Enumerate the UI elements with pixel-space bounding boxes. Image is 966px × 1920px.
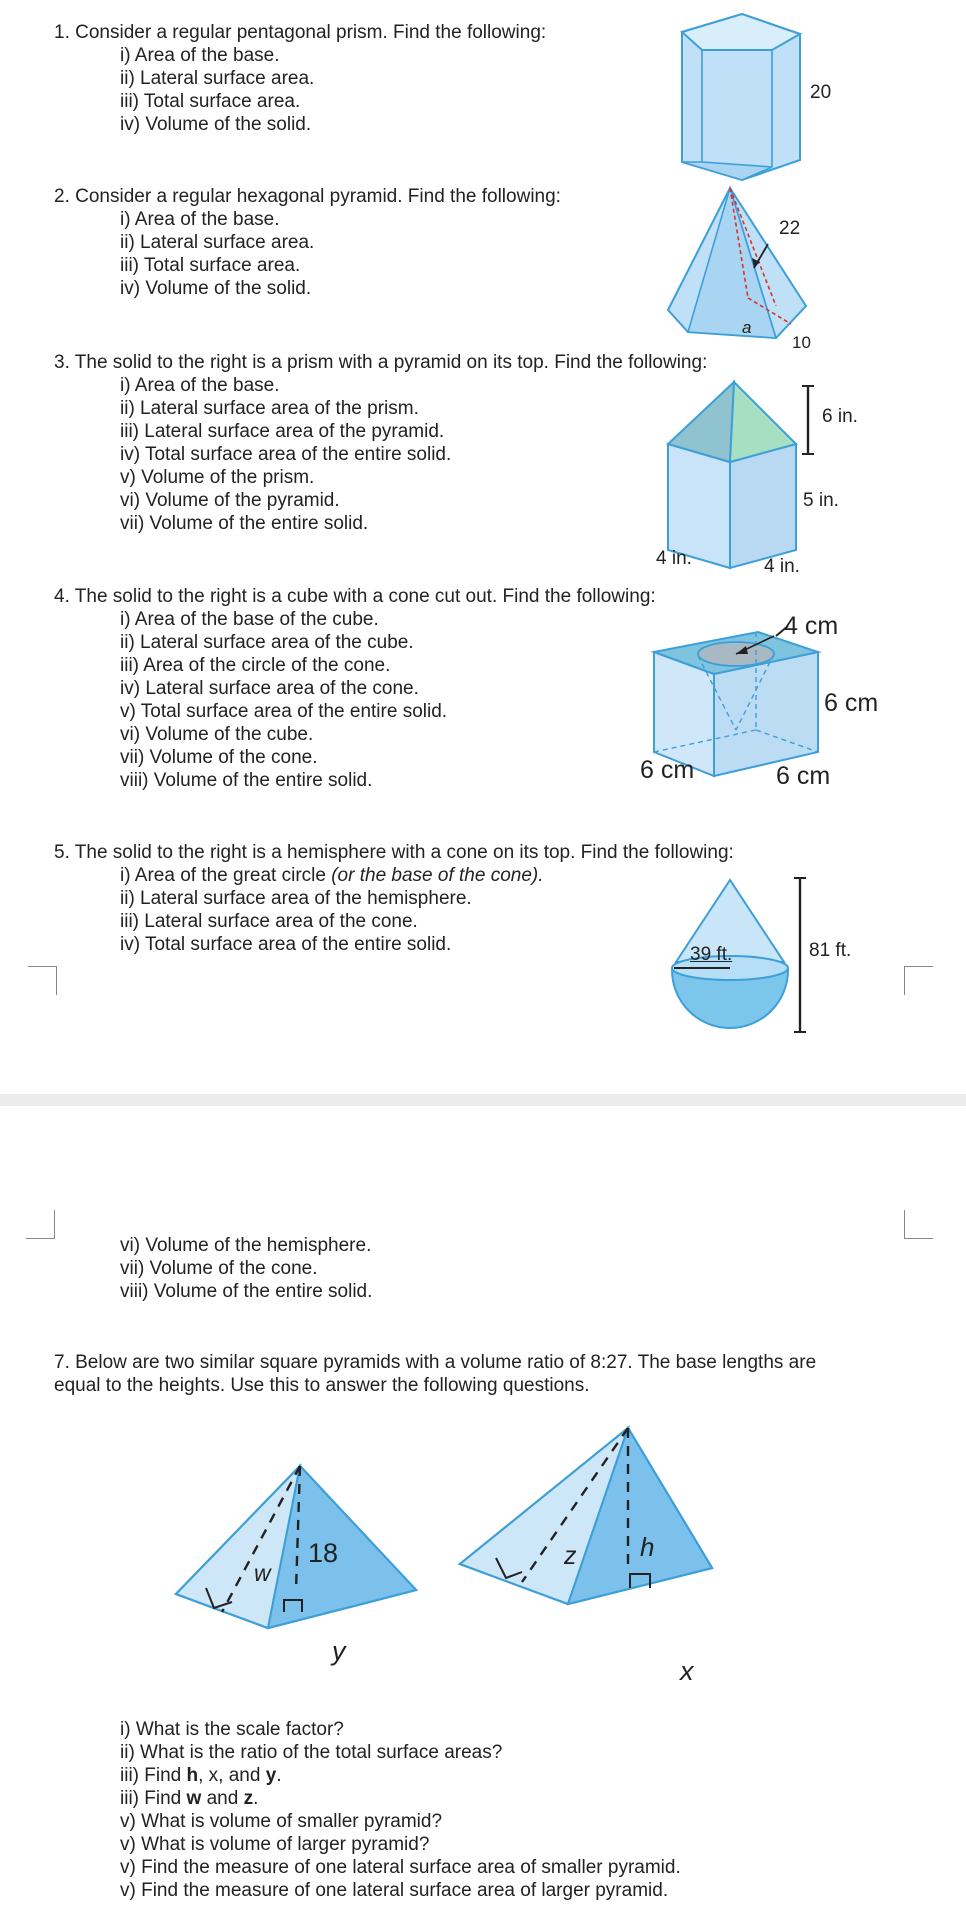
q2-title: 2. Consider a regular hexagonal pyramid. Find the following:	[54, 186, 561, 207]
q5-item-2: ii) Lateral surface area of the hemisphere.	[120, 888, 472, 909]
q7-q3-pre: iii) Find	[120, 1765, 187, 1786]
q5-continued-1: vi) Volume of the hemisphere.	[120, 1235, 372, 1256]
q4-item-6: vi) Volume of the cube.	[120, 724, 314, 745]
large-base-label: x	[680, 1656, 694, 1686]
large-slant-label: z	[564, 1542, 577, 1570]
q5-title: 5. The solid to the right is a hemisphere with a cone on its top. Find the following:	[54, 842, 734, 863]
q5-item-3: iii) Lateral surface area of the cone.	[120, 911, 418, 932]
q3-title: 3. The solid to the right is a prism with a pyramid on its top. Find the following:	[54, 352, 708, 373]
q1-title: 1. Consider a regular pentagonal prism. Find the following:	[54, 22, 547, 43]
q1-height-label: 20	[810, 82, 832, 103]
q4-item-7: vii) Volume of the cone.	[120, 747, 318, 768]
q7-question-7: v) Find the measure of one lateral surface area of smaller pyramid.	[120, 1857, 681, 1878]
q7-question-1: i) What is the scale factor?	[120, 1719, 344, 1740]
q5-item-4: iv) Total surface area of the entire solid.	[120, 934, 452, 955]
hexagonal-pyramid-figure	[666, 186, 816, 346]
q7-question-2: ii) What is the ratio of the total surface areas?	[120, 1742, 503, 1763]
q4-height-label: 6 cm	[824, 689, 879, 717]
q3-width-left-label: 4 in.	[656, 548, 692, 569]
q7-q3-var-y: y	[265, 1765, 277, 1786]
q7-question-8: v) Find the measure of one lateral surface area of larger pyramid.	[120, 1880, 669, 1901]
q5-diameter-label: 39 ft.	[690, 944, 733, 965]
q3-item-2: ii) Lateral surface area of the prism.	[120, 398, 419, 419]
q4-item-5: v) Total surface area of the entire solid.	[120, 701, 448, 722]
q4-right-label: 6 cm	[776, 762, 831, 790]
q4-item-4: iv) Lateral surface area of the cone.	[120, 678, 419, 699]
q3-item-3: iii) Lateral surface area of the pyramid.	[120, 421, 445, 442]
q7-q4-var-z: z	[243, 1788, 254, 1809]
large-height-label: h	[640, 1532, 655, 1562]
q5-height-label: 81 ft.	[809, 940, 852, 961]
q5-continued-3: viii) Volume of the entire solid.	[120, 1281, 373, 1302]
crop-mark	[904, 1210, 933, 1239]
q4-item-8: viii) Volume of the entire solid.	[120, 770, 373, 791]
q7-title-line-2: equal to the heights. Use this to answer the following questions.	[54, 1375, 590, 1396]
q2-side-label: 10	[792, 333, 811, 352]
page-gap	[0, 1094, 966, 1106]
q3-pyramid-height-label: 6 in.	[822, 406, 858, 427]
small-base-label: y	[332, 1636, 346, 1666]
q2-item-3: iii) Total surface area.	[120, 255, 301, 276]
q1-item-4: iv) Volume of the solid.	[120, 114, 312, 135]
q3-item-7: vii) Volume of the entire solid.	[120, 513, 369, 534]
q7-q4-var-w: w	[186, 1788, 202, 1809]
crop-mark	[28, 966, 57, 995]
q4-item-3: iii) Area of the circle of the cone.	[120, 655, 391, 676]
q3-item-6: vi) Volume of the pyramid.	[120, 490, 340, 511]
q2-slant-label: 22	[779, 218, 801, 239]
q4-diameter-label: 4 cm	[784, 612, 839, 640]
q7-q4-end: .	[253, 1788, 259, 1809]
q2-item-1: i) Area of the base.	[120, 209, 280, 230]
q2-item-2: ii) Lateral surface area.	[120, 232, 315, 253]
small-pyramid-figure	[172, 1462, 422, 1662]
q7-q3-var-h: h	[186, 1765, 199, 1786]
q4-item-2: ii) Lateral surface area of the cube.	[120, 632, 414, 653]
small-height-label: 18	[308, 1538, 339, 1568]
q4-left-label: 6 cm	[640, 756, 695, 784]
q1-item-1: i) Area of the base.	[120, 45, 280, 66]
q4-item-1: i) Area of the base of the cube.	[120, 609, 379, 630]
q3-width-right-label: 4 in.	[764, 556, 800, 577]
crop-mark	[26, 1210, 55, 1239]
q7-title-line-1: 7. Below are two similar square pyramids with a volume ratio of 8:27. The base lengths are	[54, 1352, 817, 1373]
q7-question-4	[120, 1787, 258, 1811]
q2-apothem-label: a	[742, 318, 752, 337]
q3-item-1: i) Area of the base.	[120, 375, 280, 396]
q5-continued-2: vii) Volume of the cone.	[120, 1258, 318, 1279]
q3-item-4: iv) Total surface area of the entire solid.	[120, 444, 452, 465]
q7-question-3	[120, 1764, 282, 1788]
q5-item-1	[120, 864, 544, 888]
q1-item-3: iii) Total surface area.	[120, 91, 301, 112]
pentagonal-prism-figure	[672, 12, 812, 192]
q7-q3-mid: , x, and	[198, 1765, 266, 1786]
q5-item-1-note: (or the base of the cone).	[331, 865, 544, 886]
q5-item-1-text: i) Area of the great circle	[120, 865, 332, 886]
q2-item-4: iv) Volume of the solid.	[120, 278, 312, 299]
q7-question-6: v) What is volume of larger pyramid?	[120, 1834, 430, 1855]
q7-q4-pre: iii) Find	[120, 1788, 187, 1809]
q7-q3-end: .	[276, 1765, 282, 1786]
crop-mark	[904, 966, 933, 995]
q7-q4-mid: and	[201, 1788, 244, 1809]
q7-question-5: v) What is volume of smaller pyramid?	[120, 1811, 443, 1832]
q3-item-5: v) Volume of the prism.	[120, 467, 315, 488]
page-2	[0, 1106, 966, 1920]
small-slant-label: w	[254, 1560, 271, 1586]
large-pyramid-figure	[456, 1424, 716, 1654]
q4-title: 4. The solid to the right is a cube with a cone cut out. Find the following:	[54, 586, 656, 607]
q3-prism-height-label: 5 in.	[803, 490, 839, 511]
q1-item-2: ii) Lateral surface area.	[120, 68, 315, 89]
